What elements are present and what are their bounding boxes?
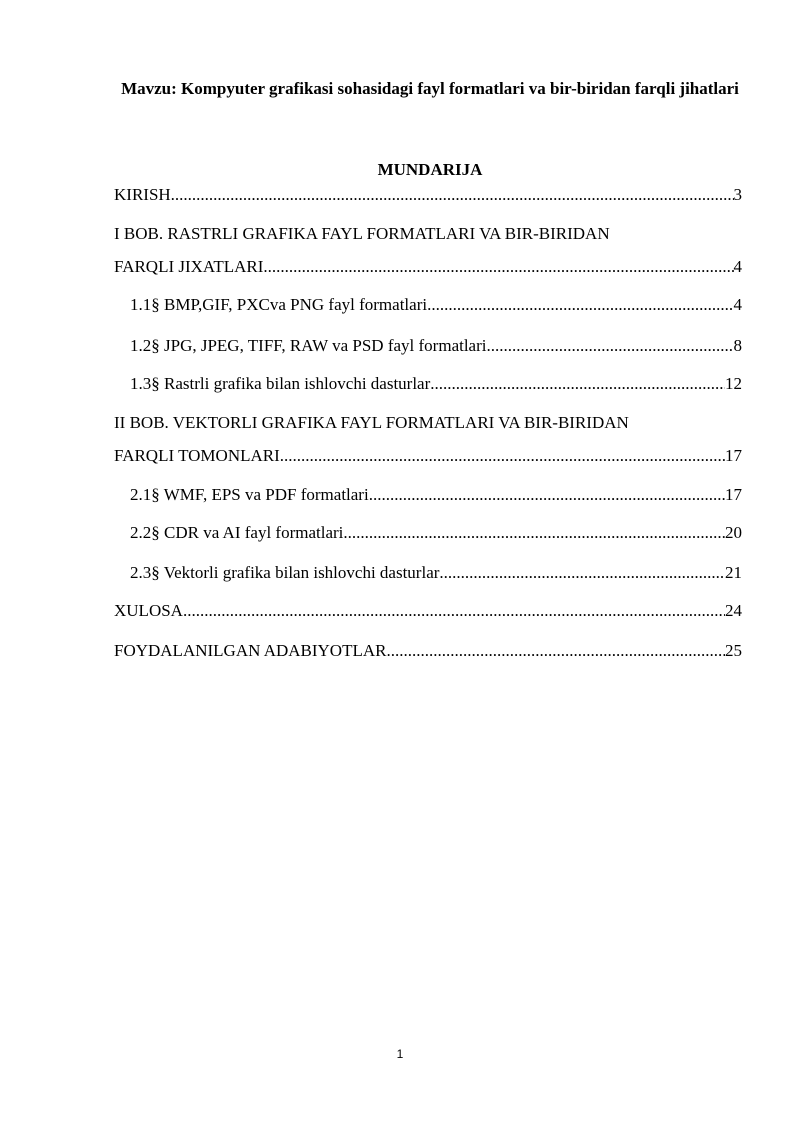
toc-entry-page: 4 bbox=[733, 257, 742, 276]
toc-entry-chapter2 bbox=[114, 445, 742, 467]
toc-entry-xulosa bbox=[114, 600, 742, 622]
toc-leader-dots bbox=[263, 256, 733, 278]
toc-heading: MUNDARIJA bbox=[377, 160, 483, 179]
toc-entry-1-3 bbox=[130, 373, 742, 395]
toc-leader-dots bbox=[427, 294, 733, 316]
toc-entry-page: 25 bbox=[725, 641, 742, 660]
toc-entry-1-1 bbox=[130, 294, 742, 316]
toc-entry-text: 1.2§ JPG, JPEG, TIFF, RAW va PSD fayl formatlari bbox=[130, 336, 487, 355]
toc-leader-dots bbox=[386, 640, 725, 662]
toc-entry-1-2 bbox=[130, 335, 742, 357]
document-title: Mavzu: Kompyuter grafikasi sohasidagi fayl formatlari va bir-biridan farqli jihatlari bbox=[121, 79, 739, 98]
toc-entry-2-3 bbox=[130, 562, 742, 584]
toc-leader-dots bbox=[487, 335, 734, 357]
toc-entry-page: 21 bbox=[725, 563, 742, 582]
toc-leader-dots bbox=[183, 600, 725, 622]
toc-leader-dots bbox=[439, 562, 725, 584]
toc-entry-page: 17 bbox=[725, 446, 742, 465]
toc-entry-2-2 bbox=[130, 522, 742, 544]
toc-entry-text: KIRISH bbox=[114, 185, 171, 204]
toc-entry-text: 1.1§ BMP,GIF, PXCva PNG fayl formatlari bbox=[130, 295, 428, 314]
toc-leader-dots bbox=[430, 373, 725, 395]
toc-entry-text: 2.3§ Vektorli grafika bilan ishlovchi dasturlar bbox=[130, 563, 440, 582]
toc-entry-chapter2-line1: II BOB. VEKTORLI GRAFIKA FAYL FORMATLARI VA BIR-BIRIDAN bbox=[114, 413, 629, 432]
toc-entry-text: 2.1§ WMF, EPS va PDF formatlari bbox=[130, 485, 369, 504]
page-number: 1 bbox=[396, 1047, 404, 1061]
toc-entry-page: 17 bbox=[725, 485, 742, 504]
toc-entry-chapter1 bbox=[114, 256, 742, 278]
toc-entry-text: 1.3§ Rastrli grafika bilan ishlovchi dasturlar bbox=[130, 374, 431, 393]
toc-entry-text: 2.2§ CDR va AI fayl formatlari bbox=[130, 523, 344, 542]
toc-entry-page: 24 bbox=[725, 601, 742, 620]
toc-entry-text: FARQLI TOMONLARI bbox=[114, 446, 280, 465]
toc-entry-page: 8 bbox=[733, 336, 742, 355]
toc-entry-kirish bbox=[114, 184, 742, 206]
toc-leader-dots bbox=[343, 522, 725, 544]
toc-entry-text: XULOSA bbox=[114, 601, 183, 620]
toc-entry-2-1 bbox=[130, 484, 742, 506]
toc-entry-page: 20 bbox=[725, 523, 742, 542]
toc-leader-dots bbox=[369, 484, 725, 506]
toc-entry-page: 3 bbox=[733, 185, 742, 204]
toc-entry-text: FARQLI JIXATLARI bbox=[114, 257, 264, 276]
toc-entry-text: FOYDALANILGAN ADABIYOTLAR bbox=[114, 641, 387, 660]
toc-entry-page: 12 bbox=[725, 374, 742, 393]
toc-leader-dots bbox=[171, 184, 734, 206]
toc-entry-references bbox=[114, 640, 742, 662]
toc-leader-dots bbox=[280, 445, 725, 467]
toc-entry-chapter1-line1: I BOB. RASTRLI GRAFIKA FAYL FORMATLARI VA BIR-BIRIDAN bbox=[114, 224, 610, 243]
toc-entry-page: 4 bbox=[733, 295, 742, 314]
